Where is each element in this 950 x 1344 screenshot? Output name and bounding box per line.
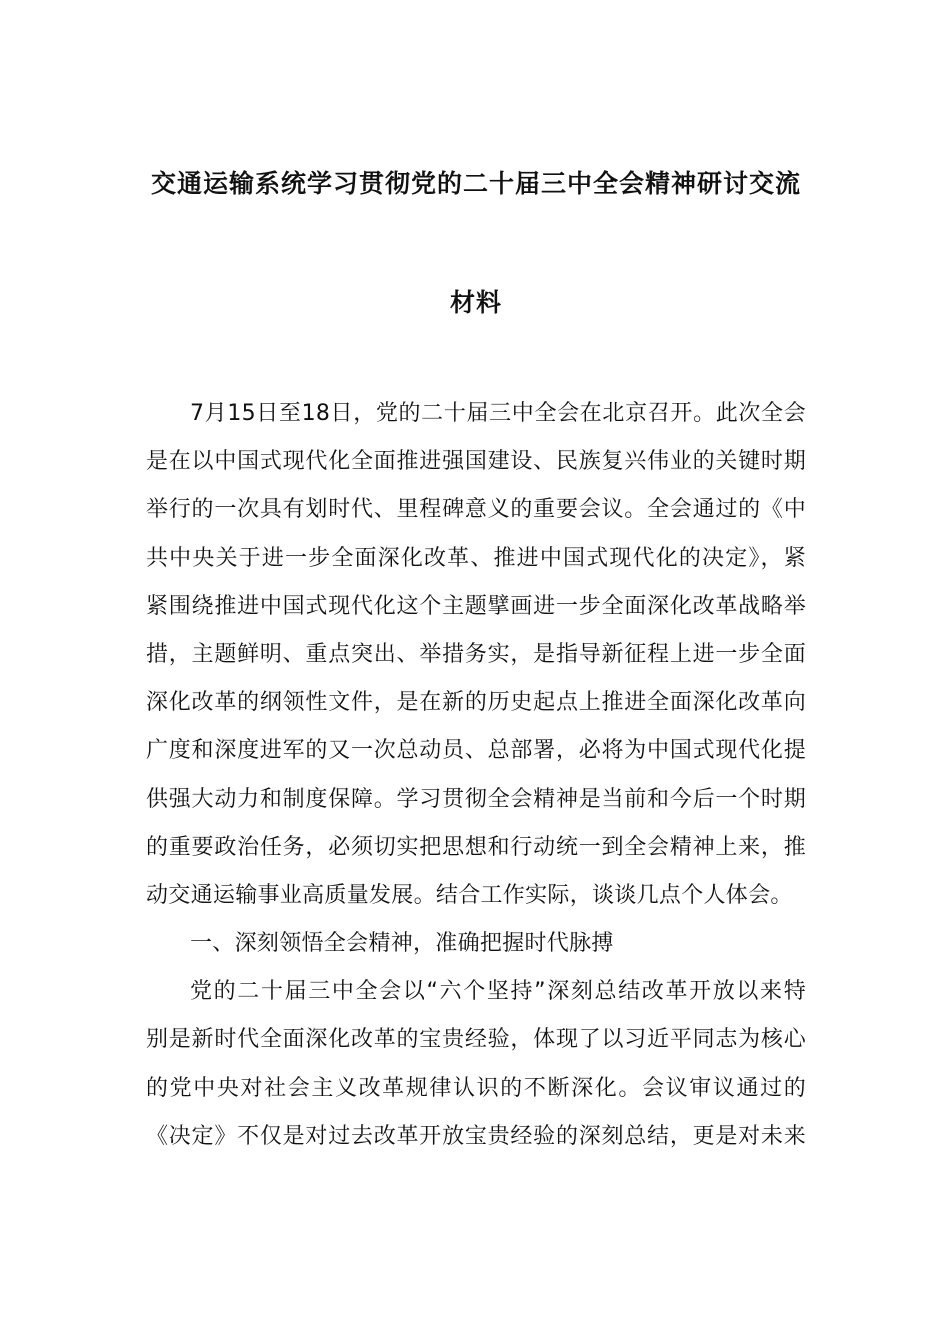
document-title-line-2: 材料 [449, 288, 502, 317]
paragraph-line: 供强大动力和制度保障。学习贯彻全会精神是当前和今后一个时期 [146, 786, 806, 812]
paragraph-line: 别是新时代全面深化改革的宝贵经验，体现了以习近平同志为核心 [146, 1027, 806, 1053]
paragraph-line: 动交通运输事业高质量发展。结合工作实际，谈谈几点个人体会。 [146, 882, 793, 908]
paragraph-line: 共中央关于进一步全面深化改革、推进中国式现代化的决定》，紧 [146, 545, 806, 571]
paragraph-line: 深化改革的纲领性文件，是在新的历史起点上推进全面深化改革向 [146, 690, 806, 716]
paragraph-line: 广度和深度进军的又一次总动员、总部署，必将为中国式现代化提 [146, 738, 806, 764]
paragraph-line: 的党中央对社会主义改革规律认识的不断深化。会议审议通过的 [146, 1075, 806, 1101]
paragraph-line: 的重要政治任务，必须切实把思想和行动统一到全会精神上来，推 [146, 834, 806, 860]
paragraph-line: 7月15日至18日，党的二十届三中全会在北京召开。此次全会 [190, 401, 806, 426]
paragraph-line: 《决定》不仅是对过去改革开放宝贵经验的深刻总结，更是对未来 [146, 1123, 806, 1149]
paragraph-line: 是在以中国式现代化全面推进强国建设、民族复兴伟业的关键时期 [146, 449, 806, 475]
paragraph-line: 紧围绕推进中国式现代化这个主题擘画进一步全面深化改革战略举 [146, 593, 806, 619]
document-title-line-1: 交通运输系统学习贯彻党的二十届三中全会精神研讨交流 [150, 169, 801, 198]
document-body [146, 390, 806, 1161]
paragraph-line: 党的二十届三中全会以“六个坚持”深刻总结改革开放以来特 [190, 979, 806, 1005]
paragraph-line: 举行的一次具有划时代、里程碑意义的重要会议。全会通过的《中 [146, 497, 806, 523]
paragraph-line: 措，主题鲜明、重点突出、举措务实，是指导新征程上进一步全面 [146, 641, 806, 667]
section-heading: 一、深刻领悟全会精神，准确把握时代脉搏 [190, 931, 614, 957]
